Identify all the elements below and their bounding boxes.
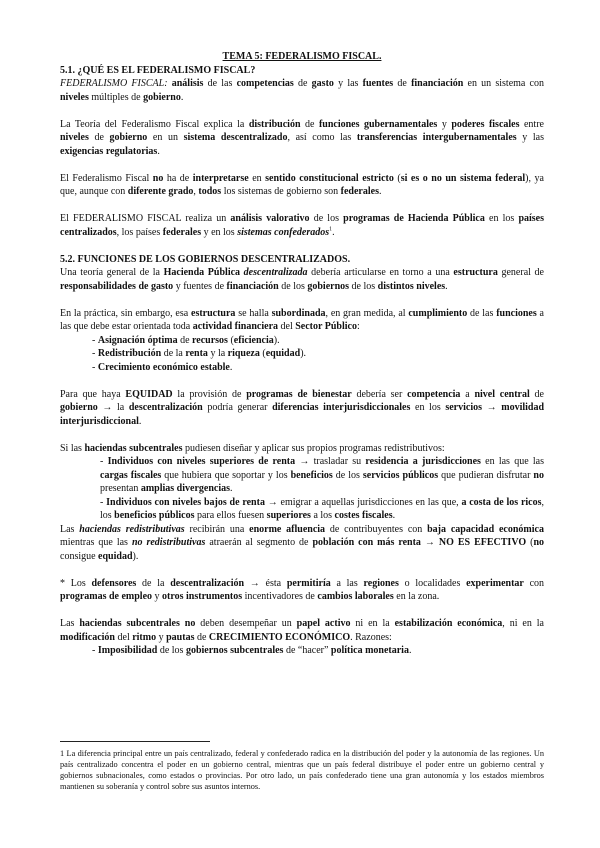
paragraph-theory: La Teoría del Federalismo Fiscal explica la distribución de funciones gubernamentales y poderes fiscales entre niveles de gobierno en un sistema descentralizado, así como las transferencias intergubernamentales y las exigencias regulatorias.: [60, 118, 544, 157]
paragraph-analysis: El FEDERALISMO FISCAL realiza un análisis valorativo de los programas de Hacienda Pública en los países centralizados, los países federales y en los sistemas confederados$^1$.: [60, 213, 545, 238]
section-5-2-heading: 5.2. FUNCIONES DE LOS GOBIERNOS DESCENTRALIZADOS.: [60, 253, 351, 265]
list-item: - Individuos con niveles bajos de renta → emigrar a aquellas jurisdicciones en las que, a costa de los ricos, los beneficios públicos para ellos fuesen superiores a los costes fiscales.: [100, 496, 544, 521]
functions-list: [60, 334, 544, 375]
section-5-1-heading: 5.1. ¿QUÉ ES EL FEDERALISMO FISCAL?: [60, 64, 256, 76]
paragraph-stabilization: Las haciendas subcentrales no deben desempeñar un papel activo ni en la estabilización económica, ni en la modificación del ritmo y pautas de CRECIMIENTO ECONÓMICO. Razones:: [60, 618, 544, 643]
document-title: TEMA 5: FEDERALISMO FISCAL.: [222, 51, 382, 62]
document-page: [60, 50, 544, 658]
list-item: - Imposibilidad de los gobiernos subcentrales de “hacer” política monetaria.: [92, 645, 412, 656]
paragraph-defenders: * Los defensores de la descentralización → ésta permitiría a las regiones o localidades experimentar con programas de empleo y otros instrumentos incentivadores de cambios laborales en la zona.: [60, 577, 545, 602]
paragraph-practice: En la práctica, sin embargo, esa estructura se halla subordinada, en gran medida, al cumplimiento de las funciones a las que debe estar orientada toda actividad financiera del Sector Público:: [60, 307, 544, 332]
paragraph-subcentral: Si las haciendas subcentrales pudiesen diseñar y aplicar sus propios programas redistributivos:: [60, 442, 445, 454]
list-item: - Redistribución de la renta y la riqueza (equidad).: [92, 348, 307, 359]
footnote-divider: [60, 741, 210, 742]
paragraph-definition: FEDERALISMO FISCAL: análisis de las competencias de gasto y las fuentes de financiación en un sistema con niveles múltiples de gobierno.: [60, 78, 544, 103]
paragraph-redistributive: Las haciendas redistributivas recibirán una enorme afluencia de contribuyentes con baja capacidad económica mientras que las no redistributivas atraerán al segmento de población con más renta → NO ES EFECTIVO (no consigue equidad).: [60, 523, 544, 562]
paragraph-equity: Para que haya EQUIDAD la provisión de programas de bienestar debería ser competencia a nivel central de gobierno → la descentralización podría generar diferencias interjurisdiccionales en los servicios → movilidad interjurisdiccional.: [60, 388, 545, 427]
paragraph-interpretation: El Federalismo Fiscal no ha de interpretarse en sentido constitucional estricto (si es o no un sistema federal), ya que, aunque con diferente grado, todos los sistemas de gobierno son federales.: [60, 172, 544, 197]
paragraph-general-theory: Una teoría general de la Hacienda Pública descentralizada debería articularse en torno a una estructura general de responsabilidades de gasto y fuentes de financiación de los gobiernos de los distintos niveles.: [60, 267, 544, 292]
list-item: - Individuos con niveles superiores de renta → trasladar su residencia a jurisdicciones en las que las cargas fiscales que hubiera que soportar y los beneficios de los servicios públicos que pudieran disfrutar no presentan amplias divergencias.: [100, 456, 544, 494]
footnote: 1 La diferencia principal entre un país centralizado, federal y confederado radica en la distribución del poder y la autonomía de las regiones. Un país centralizado concentra el poder en un gobierno central, mientras que un país federal distribuye el poder entre un gobierno central y gobiernos subnacionales, como estados o provincias. Por otro lado, un país confederado tiene una gran autonomía y los estados miembros mantienen su soberanía y control sobre sus asuntos internos.: [60, 749, 544, 791]
reasons-list: [60, 644, 544, 658]
list-item: - Crecimiento económico estable.: [92, 361, 233, 373]
list-item: - Asignación óptima de recursos (eficiencia).: [92, 334, 280, 346]
individuals-list: [60, 455, 544, 523]
